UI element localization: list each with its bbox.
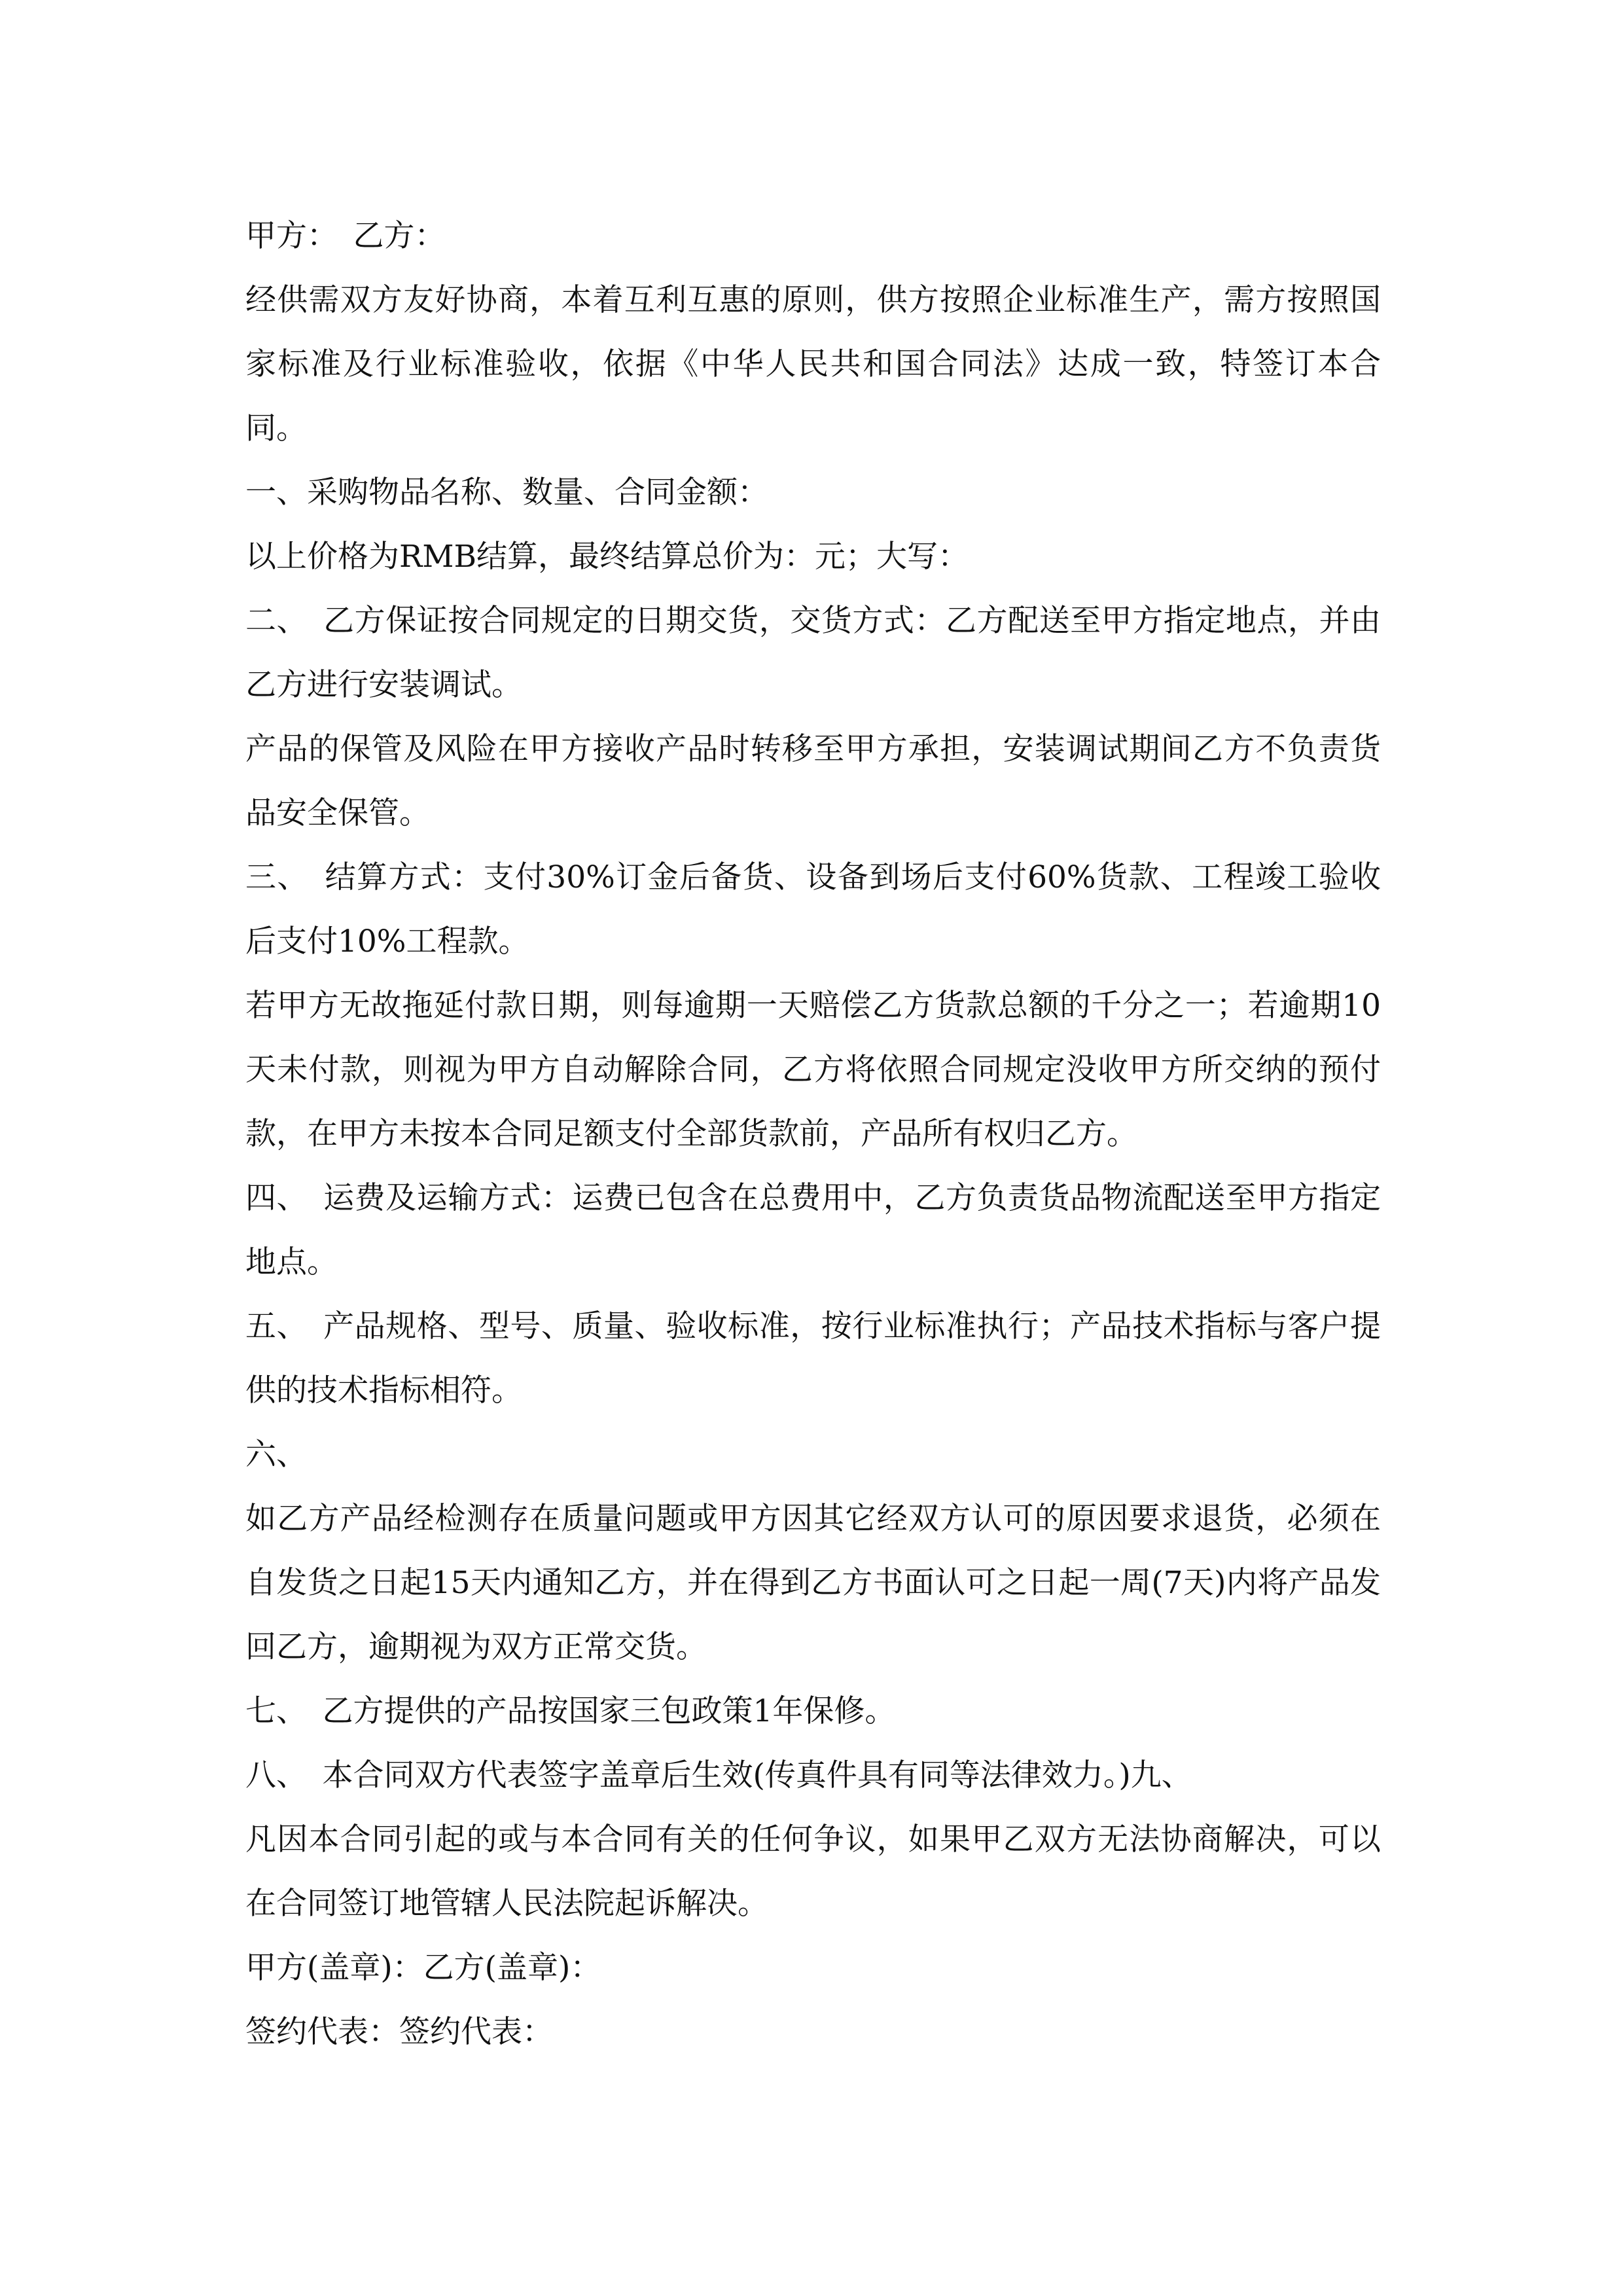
- price-settlement-line: 以上价格为RMB结算，最终结算总价为：元；大写：: [245, 539, 969, 575]
- party-header: 甲方： 乙方：: [245, 218, 446, 254]
- return-policy-paragraph: 如乙方产品经检测存在质量问题或甲方因其它经双方认可的原因要求退货，必须在自发货之日起15天内通知乙方，并在得到乙方书面认可之日起一周(7天)内将产品发回乙方，逾期视为双方正常交货。: [245, 1501, 1381, 1665]
- dispute-resolution-paragraph: 凡因本合同引起的或与本合同有关的任何争议，如果甲乙双方无法协商解决，可以在合同签订地管辖人民法院起诉解决。: [245, 1821, 1381, 1922]
- contract-body: [245, 204, 1381, 2064]
- clause-8-effect: 八、 本合同双方代表签字盖章后生效(传真件具有同等法律效力。)九、: [245, 1757, 1192, 1793]
- clause-3-payment: 三、 结算方式：支付30%订金后备货、设备到场后支付60%货款、工程竣工验收后支付10%工程款。: [245, 859, 1381, 960]
- clause-2-delivery: 二、 乙方保证按合同规定的日期交货，交货方式：乙方配送至甲方指定地点，并由乙方进行安装调试。: [245, 603, 1381, 703]
- seal-line: 甲方(盖章)：乙方(盖章)：: [245, 1950, 601, 1986]
- storage-risk-paragraph: 产品的保管及风险在甲方接收产品时转移至甲方承担，安装调试期间乙方不负责货品安全保管。: [245, 731, 1381, 831]
- signatory-line: 签约代表：签约代表：: [245, 2014, 553, 2050]
- clause-7-warranty: 七、 乙方提供的产品按国家三包政策1年保修。: [245, 1693, 896, 1729]
- preamble-paragraph: 经供需双方友好协商，本着互利互惠的原则，供方按照企业标准生产，需方按照国家标准及行业标准验收，依据《中华人民共和国合同法》达成一致，特签订本合同。: [245, 282, 1381, 446]
- clause-5-specifications: 五、 产品规格、型号、质量、验收标准，按行业标准执行；产品技术指标与客户提供的技术指标相符。: [245, 1308, 1381, 1408]
- clause-1-heading: 一、采购物品名称、数量、合同金额：: [245, 475, 768, 511]
- clause-6-heading: 六、: [245, 1437, 307, 1473]
- clause-4-freight: 四、 运费及运输方式：运费已包含在总费用中，乙方负责货品物流配送至甲方指定地点。: [245, 1180, 1381, 1280]
- late-payment-paragraph: 若甲方无故拖延付款日期，则每逾期一天赔偿乙方货款总额的千分之一；若逾期10天未付款，则视为甲方自动解除合同，乙方将依照合同规定没收甲方所交纳的预付款，在甲方未按本合同足额支付全部货款前，产品所有权归乙方。: [245, 988, 1381, 1152]
